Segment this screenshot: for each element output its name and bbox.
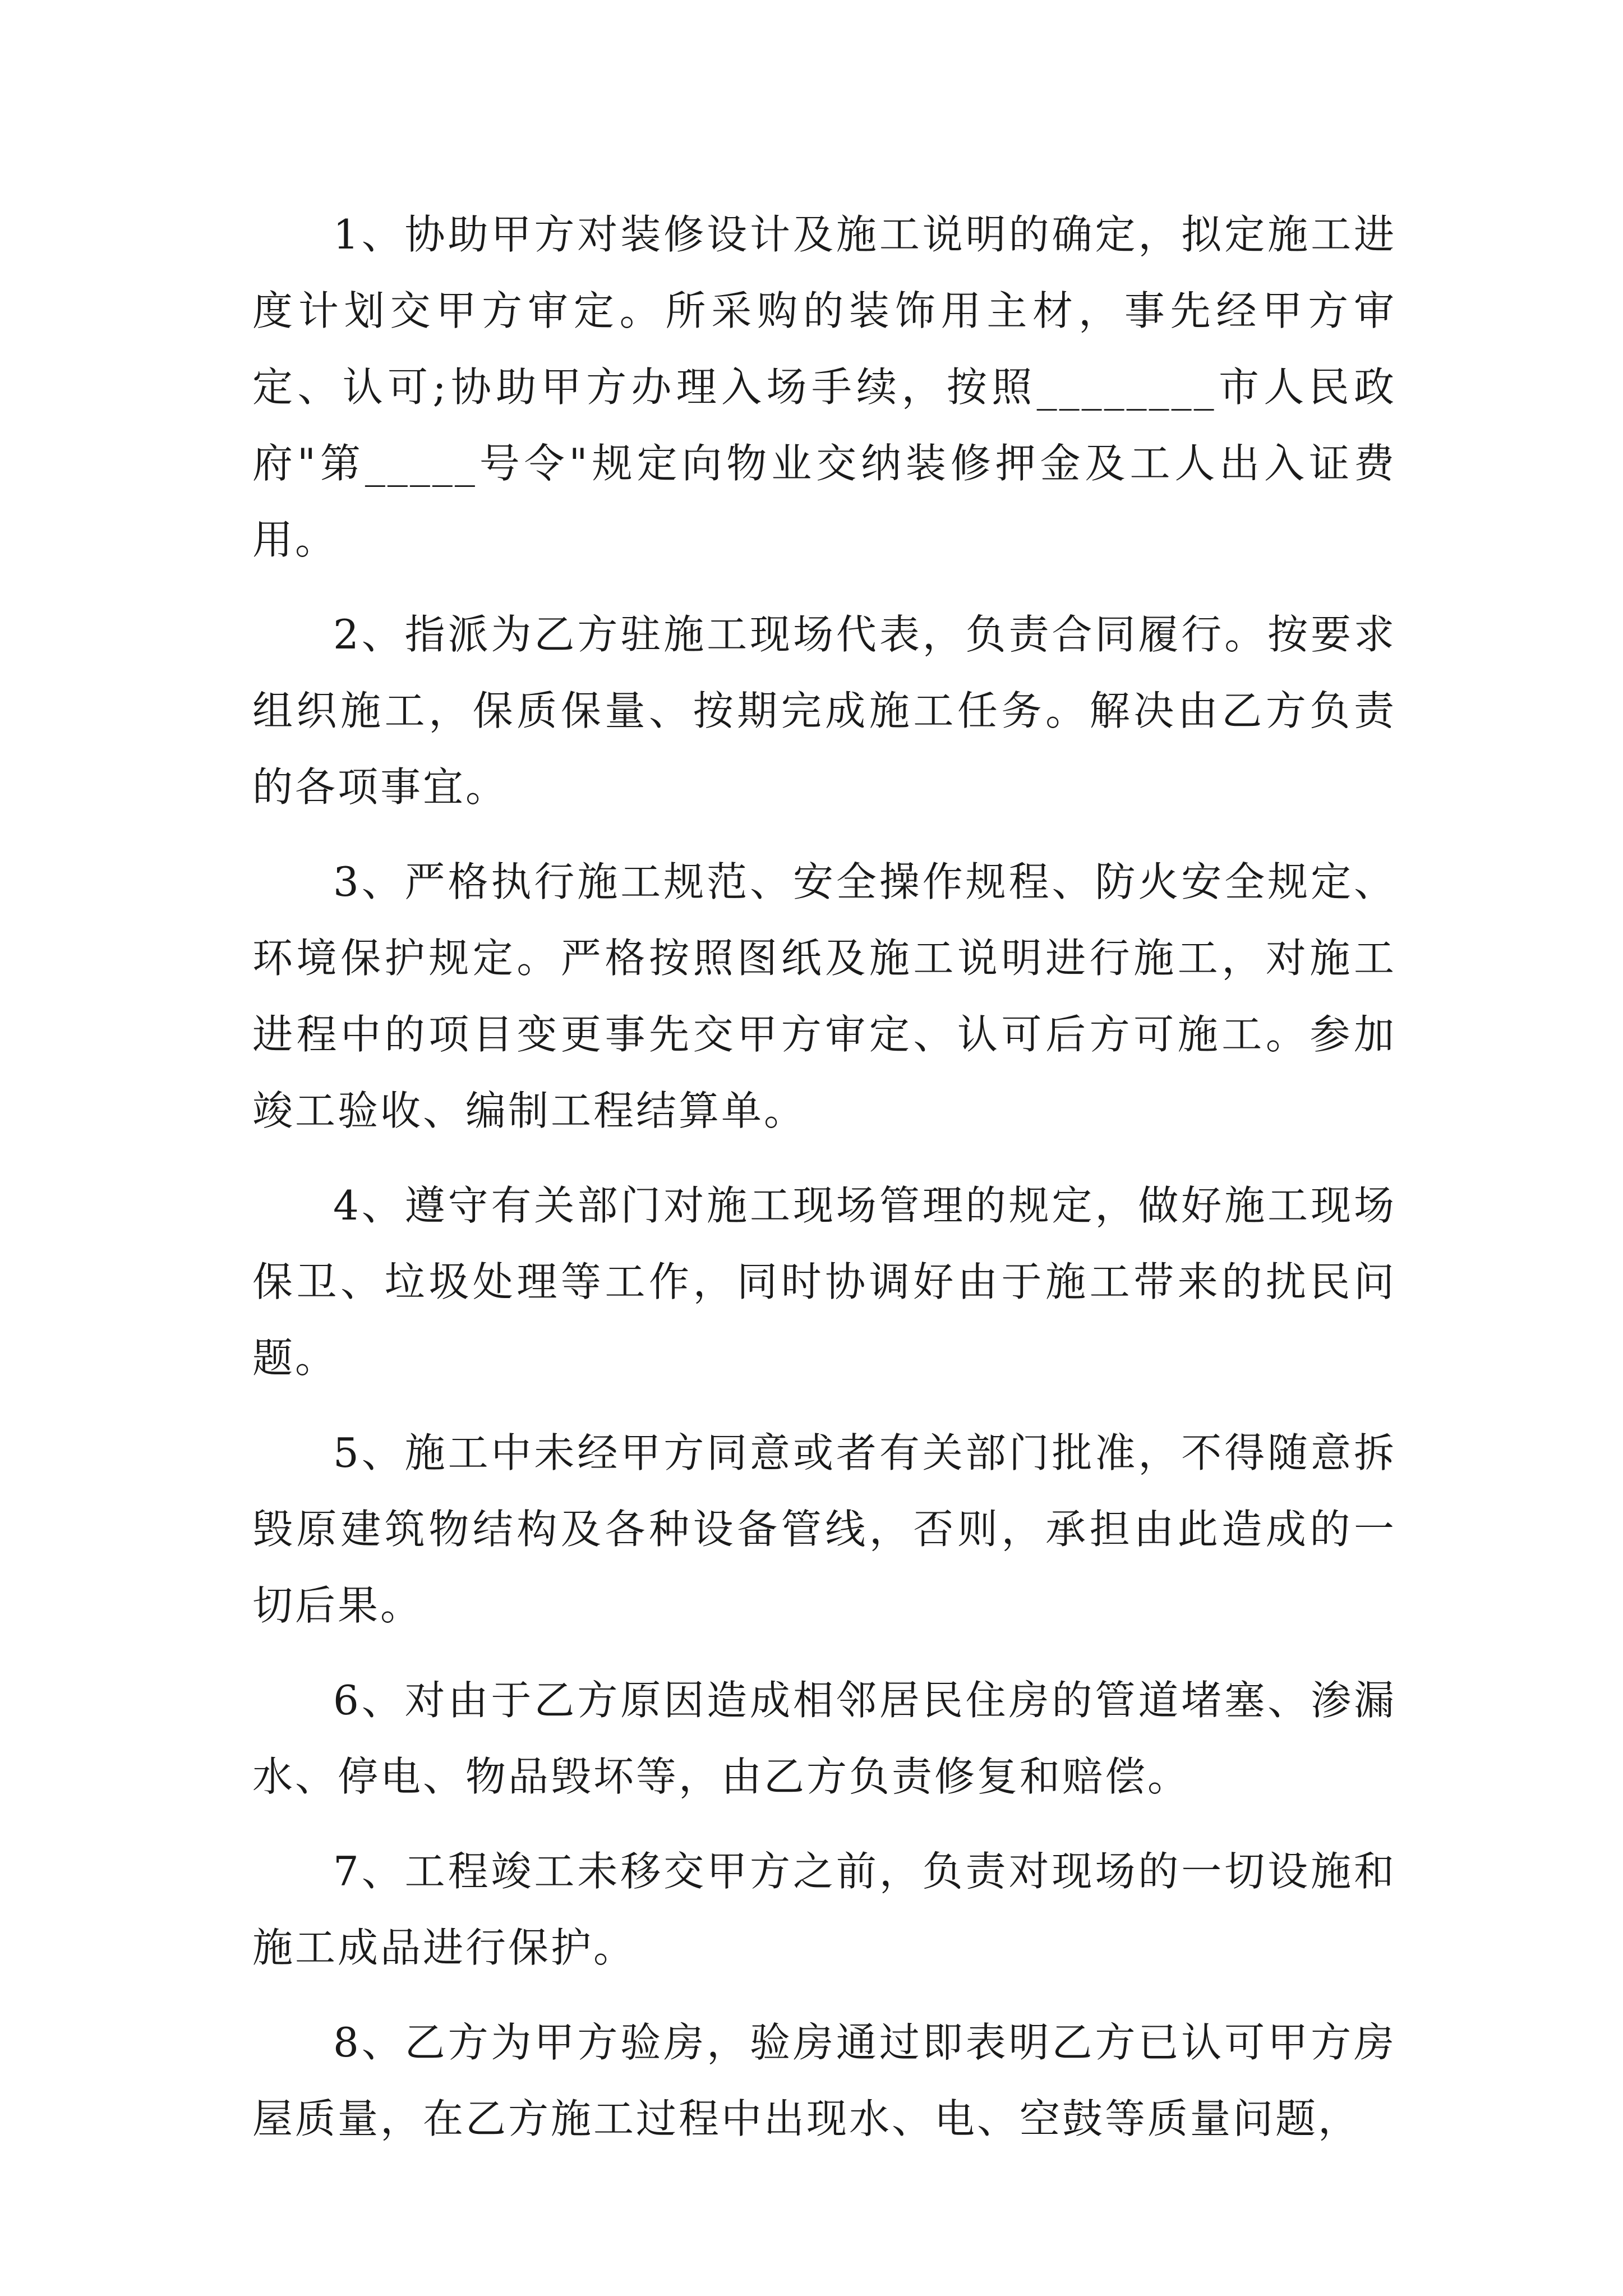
paragraph-clause-1: 1、协助甲方对装修设计及施工说明的确定，拟定施工进度计划交甲方审定。所采购的装饰用主材，事先经甲方审定、认可;协助甲方办理入场手续，按照________市人民政府"第_____号令"规定向物业交纳装修押金及工人出入证费用。 [252, 211, 1396, 563]
paragraph-clause-4: 4、遵守有关部门对施工现场管理的规定，做好施工现场保卫、垃圾处理等工作，同时协调好由于施工带来的扰民问题。 [252, 1182, 1396, 1382]
paragraph-clause-2: 2、指派为乙方驻施工现场代表，负责合同履行。按要求组织施工，保质保量、按期完成施工任务。解决由乙方负责的各项事宜。 [252, 611, 1396, 811]
document-body [252, 196, 1396, 2175]
paragraph-clause-7: 7、工程竣工未移交甲方之前，负责对现场的一切设施和施工成品进行保护。 [252, 1848, 1396, 1971]
paragraph-clause-3: 3、严格执行施工规范、安全操作规程、防火安全规定、环境保护规定。严格按照图纸及施工说明进行施工，对施工进程中的项目变更事先交甲方审定、认可后方可施工。参加竣工验收、编制工程结算单。 [252, 858, 1396, 1134]
paragraph-clause-5: 5、施工中未经甲方同意或者有关部门批准，不得随意拆毁原建筑物结构及各种设备管线，否则，承担由此造成的一切后果。 [252, 1429, 1396, 1629]
paragraph-clause-8: 8、乙方为甲方验房，验房通过即表明乙方已认可甲方房屋质量，在乙方施工过程中出现水、电、空鼓等质量问题， [252, 2019, 1396, 2142]
paragraph-clause-6: 6、对由于乙方原因造成相邻居民住房的管道堵塞、渗漏水、停电、物品毁坏等，由乙方负责修复和赔偿。 [252, 1677, 1396, 1800]
